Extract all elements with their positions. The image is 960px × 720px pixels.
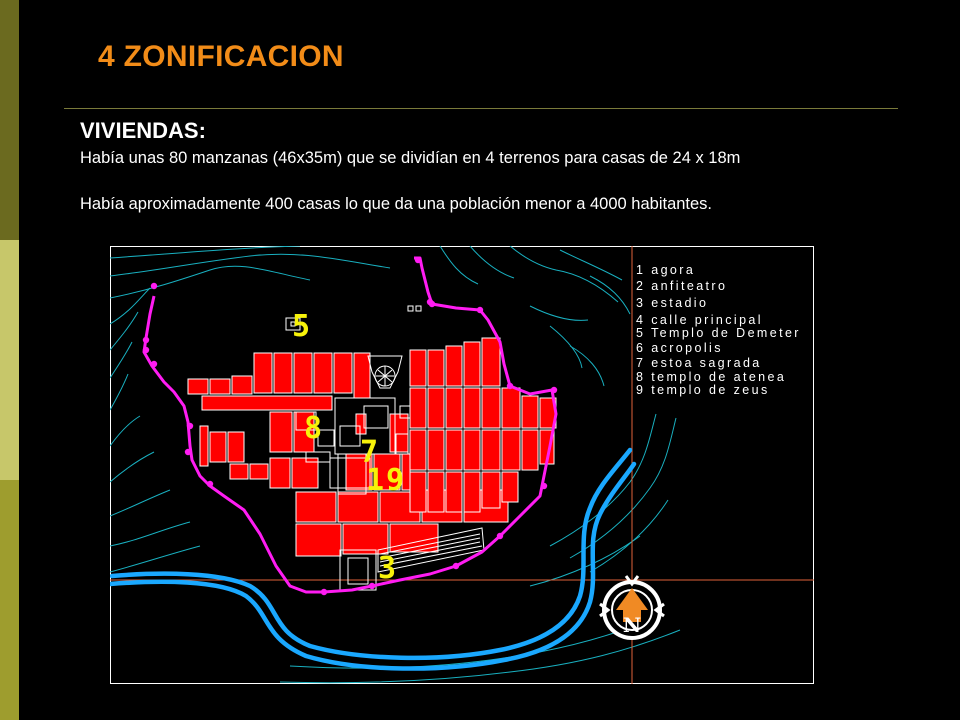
- north-compass-icon: [600, 576, 664, 638]
- zone-label-5: 5: [292, 309, 311, 344]
- compass-letter: N: [622, 613, 642, 637]
- legend-item-agora: 1 agora: [636, 263, 696, 277]
- legend-item-estoa-sagrada: 7 estoa sagrada: [636, 356, 762, 370]
- zone-label-1: 1: [366, 463, 385, 498]
- slide-title: 4 ZONIFICACION: [98, 40, 344, 73]
- plan-legend: [636, 263, 801, 397]
- legend-item-templo-zeus: 9 templo de zeus: [636, 383, 770, 397]
- sidebar-decoration: [0, 0, 19, 720]
- sidebar-segment-top: [0, 0, 19, 240]
- paragraph-population: Había aproximadamente 400 casas lo que da una población menor a 4000 habitantes.: [80, 195, 713, 213]
- zone-label-8: 8: [304, 411, 323, 446]
- legend-item-templo-demeter: 5 Templo de Demeter: [636, 326, 801, 340]
- title-divider: [64, 108, 898, 109]
- sidebar-segment-bottom: [0, 480, 19, 720]
- legend-item-anfiteatro: 2 anfiteatro: [636, 279, 728, 293]
- city-plan-svg: [110, 246, 814, 684]
- zone-label-7: 7: [360, 435, 379, 470]
- zone-label-9: 9: [386, 463, 405, 498]
- legend-item-acropolis: 6 acropolis: [636, 341, 723, 355]
- zone-label-3: 3: [378, 551, 397, 586]
- section-heading: VIVIENDAS:: [80, 118, 206, 143]
- city-plan-map: [110, 246, 814, 684]
- legend-item-templo-atenea: 8 templo de atenea: [636, 370, 787, 384]
- paragraph-blocks: Había unas 80 manzanas (46x35m) que se dividían en 4 terrenos para casas de 24 x 18m: [80, 149, 741, 167]
- legend-item-estadio: 3 estadio: [636, 296, 709, 310]
- legend-item-calle-principal: 4 calle principal: [636, 313, 763, 327]
- sidebar-segment-middle: [0, 240, 19, 480]
